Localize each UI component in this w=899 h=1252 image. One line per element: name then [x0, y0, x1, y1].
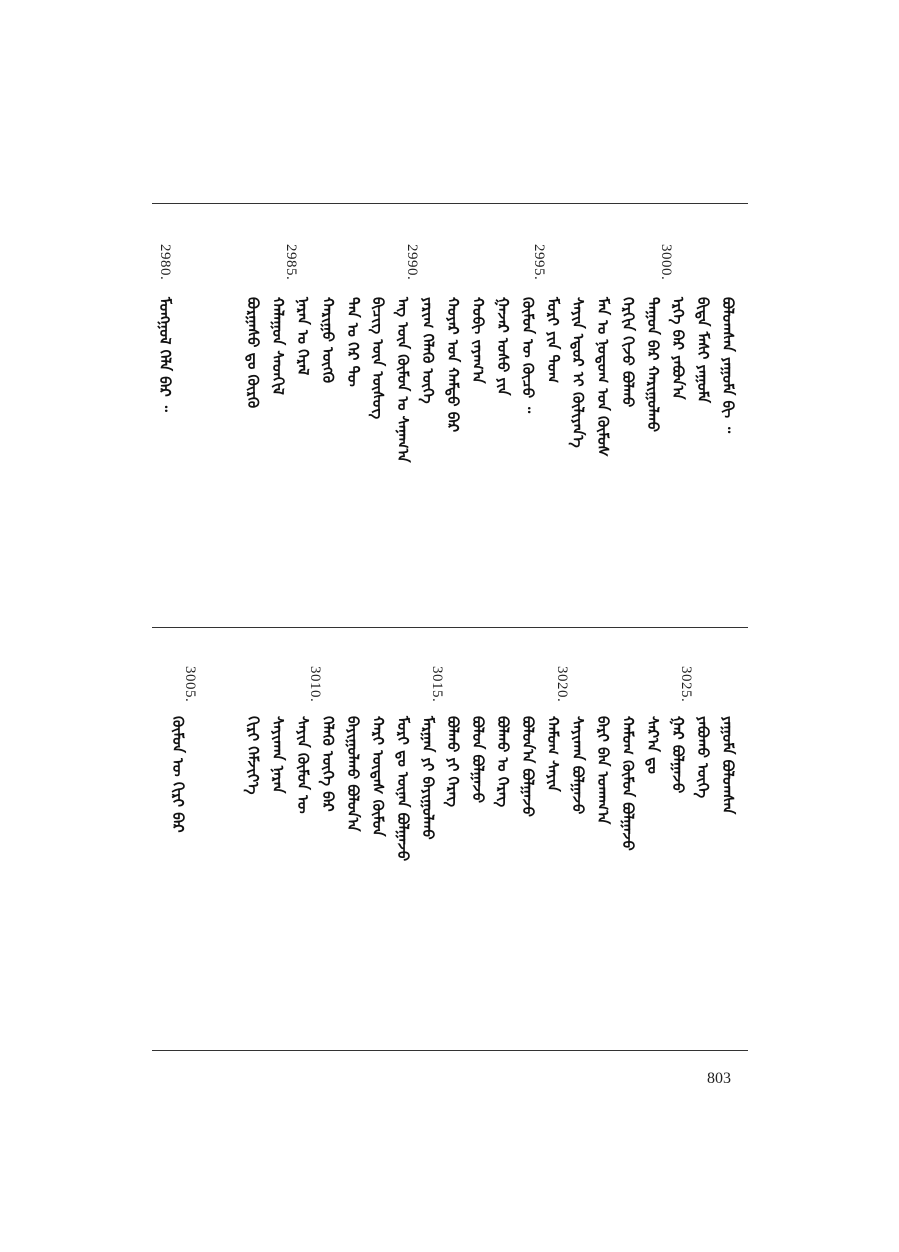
verse-line: ᠰᠠᠶᠢᠨ ᠡᠳᠦᠷ ᠢ ᠬᠦᠯᠢᠶᠡᠨ᠎ᠡ — [569, 297, 587, 448]
verse-line: ᠰᠠᠶᠢᠬᠠᠨ ᠨᠠᠷᠠᠨ — [269, 716, 287, 794]
line-number: 3015. — [429, 666, 445, 703]
verse-line: ᠬᠢᠷᠢ ᠬᠡᠮᠵᠢᠶ᠎ᠡ — [244, 716, 262, 795]
verse-line: ᠬᠠᠷᠢ ᠦᠳᠡᠰ ᠬᠦᠮᠦᠨ — [369, 716, 387, 837]
verse-line: ᠶᠠᠷᠢᠭ ᠬᠡᠯᠡᠬᠦ ᠦᠭᠡ — [419, 297, 437, 404]
verse-line: ᠬᠤᠪᠢ ᠵᠠᠶᠠᠭ᠎ᠠ — [469, 297, 487, 384]
verse-line: ᠰᠠᠶᠢᠬᠠᠨ ᠪᠣᠯᠭᠠᠵᠤ — [569, 716, 587, 815]
verse-line: ᠮᠠᠷᠭᠠᠨ ᠶᠢ ᠪᠠᠶᠢᠭᠤᠯᠬᠤ — [419, 716, 437, 840]
verse-line: ᠪᠣᠯᠤᠨ᠎ᠠ ᠪᠣᠯᠭᠠᠵᠤ — [519, 716, 537, 817]
middle-rule — [152, 627, 748, 628]
verse-line: ᠭᠠᠵᠠᠷ ᠤᠰᠤ ᠶᠢᠨ — [494, 297, 512, 396]
verse-line: ᠬᠠᠮᠤᠭ ᠰᠠᠶᠢᠨ — [544, 716, 562, 792]
line-number: 3000. — [658, 244, 674, 281]
line-number: 2990. — [404, 244, 420, 281]
verse-line: ᠮᠣᠷᠢ ᠳᠤ ᠦᠨᠡᠨ ᠪᠣᠯᠭᠠᠵᠤ — [394, 716, 412, 862]
verse-line: ᠨᠠᠷᠠᠨ ᠤ ᠭᠡᠷᠡᠯ — [294, 297, 312, 376]
line-number: 3020. — [554, 666, 570, 703]
verse-line: ᠰᠠᠷ᠎ᠠ ᠳᠤ — [644, 716, 662, 774]
verse-line: ᠬᠡᠷᠬᠢᠨ ᠬᠢᠵᠦ ᠪᠣᠯᠬᠤ — [619, 297, 637, 408]
verse-line: ᠶᠠᠪᠤᠬᠤ ᠦᠭᠡ — [694, 716, 712, 799]
verse-line: ᠪᠤᠷᠭᠠᠰᠤ ᠳᠤ ᠬᠦᠷᠬᠦ — [244, 297, 262, 409]
line-number: 2980. — [157, 244, 173, 281]
line-number: 2995. — [531, 244, 547, 281]
top-rule — [152, 203, 748, 204]
verse-line: ᠶᠠᠭᠤᠮᠠ ᠪᠣᠯᠤᠭᠰᠠᠨ — [719, 716, 737, 815]
line-number: 3010. — [307, 666, 323, 703]
verse-line: ᠮᠠᠨ ᠤ ᠨᠤᠲᠤᠭ ᠤᠨ ᠬᠦᠮᠦᠰ — [594, 297, 612, 457]
page-number: 803 — [707, 1070, 731, 1087]
bottom-rule — [152, 1050, 748, 1051]
verse-line: ᠭᠠᠷ ᠪᠣᠯᠭᠠᠵᠤ — [669, 716, 687, 794]
verse-line: ᠪᠢᠴᠢᠭ ᠦᠨ ᠦᠰᠦᠭ — [369, 297, 387, 420]
verse-line: ᠪᠠᠷᠢ ᠪᠠᠨ ᠤᠬᠠᠭ᠎ᠠ — [594, 716, 612, 825]
verse-line: ᠪᠠᠶᠢᠭᠤᠯᠬᠤ ᠪᠣᠯᠤᠨ᠎ᠠ — [344, 716, 362, 832]
verse-line: ᠪᠣᠯᠬᠤ ᠶᠢ ᠬᠡᠷᠡᠭ — [444, 716, 462, 807]
line-number: 3025. — [678, 666, 694, 703]
verse-line: ᠡᠷᠭᠡ ᠪᠡᠷ ᠶᠠᠪᠤᠨ᠎ᠠ — [669, 297, 687, 400]
verse-line: ᠬᠦᠮᠦᠨ ᠦ ᠬᠦᠴᠦ ᠃ — [519, 297, 537, 414]
verse-line: ᠮᠣᠷᠢ ᠶᠢᠨ ᠲᠤᠭ — [544, 297, 562, 384]
verse-line: ᠪᠢᠳᠡ ᠮᠠᠰᠢ ᠶᠠᠭᠤᠮᠠ — [694, 297, 712, 404]
verse-line: ᠡᠩ ᠦᠨ ᠬᠦᠮᠦᠨ ᠤ ᠰᠠᠨᠠᠭ᠎ᠠ — [394, 297, 412, 463]
verse-line: ᠮᠣᠩᠭᠣᠯ ᠬᠡᠯᠡ ᠪᠡᠷ ᠃ — [156, 297, 174, 412]
verse-line: ᠰᠠᠶᠢᠨ ᠬᠦᠮᠦᠨ ᠦ — [294, 716, 312, 814]
verse-line: ᠪᠣᠯᠤᠨ ᠪᠣᠯᠭᠠᠵᠤ — [469, 716, 487, 803]
verse-line: ᠬᠣᠶᠠᠷ ᠤᠨ ᠬᠠᠮᠲᠤ ᠪᠠᠷ — [444, 297, 462, 433]
verse-line: ᠬᠠᠯᠠᠭᠤᠨ ᠰᠡᠳᠬᠢᠯ — [269, 297, 287, 395]
line-number: 3005. — [182, 666, 198, 703]
verse-line: ᠬᠡᠯᠡᠬᠦ ᠦᠭᠡ ᠪᠡᠷ — [319, 716, 337, 812]
verse-line: ᠬᠦᠮᠦᠨ ᠦ ᠬᠢᠷᠢ ᠪᠡᠷ — [169, 716, 187, 833]
verse-line: ᠪᠣᠯᠬᠤ ᠤ ᠬᠡᠷᠡᠭ — [494, 716, 512, 808]
verse-line: ᠬᠠᠷᠢᠭᠤ ᠦᠭᠬᠦ — [319, 297, 337, 384]
verse-line: ᠳᠠᠭᠤᠨ ᠪᠠᠷ ᠬᠠᠷᠢᠭᠤᠯᠬᠤ — [644, 297, 662, 433]
line-number: 2985. — [283, 244, 299, 281]
verse-line: ᠪᠣᠯᠤᠭᠰᠠᠨ ᠶᠠᠭᠤᠮᠠ ᠪᠢ ᠃ — [719, 297, 737, 434]
verse-line: ᠬᠠᠮᠤᠭ ᠬᠦᠮᠦᠨ ᠪᠣᠯᠭᠠᠵᠤ — [619, 716, 637, 851]
verse-line: ᠲᠠᠨ ᠤ ᠭᠡᠷ ᠲᠦ — [344, 297, 362, 387]
